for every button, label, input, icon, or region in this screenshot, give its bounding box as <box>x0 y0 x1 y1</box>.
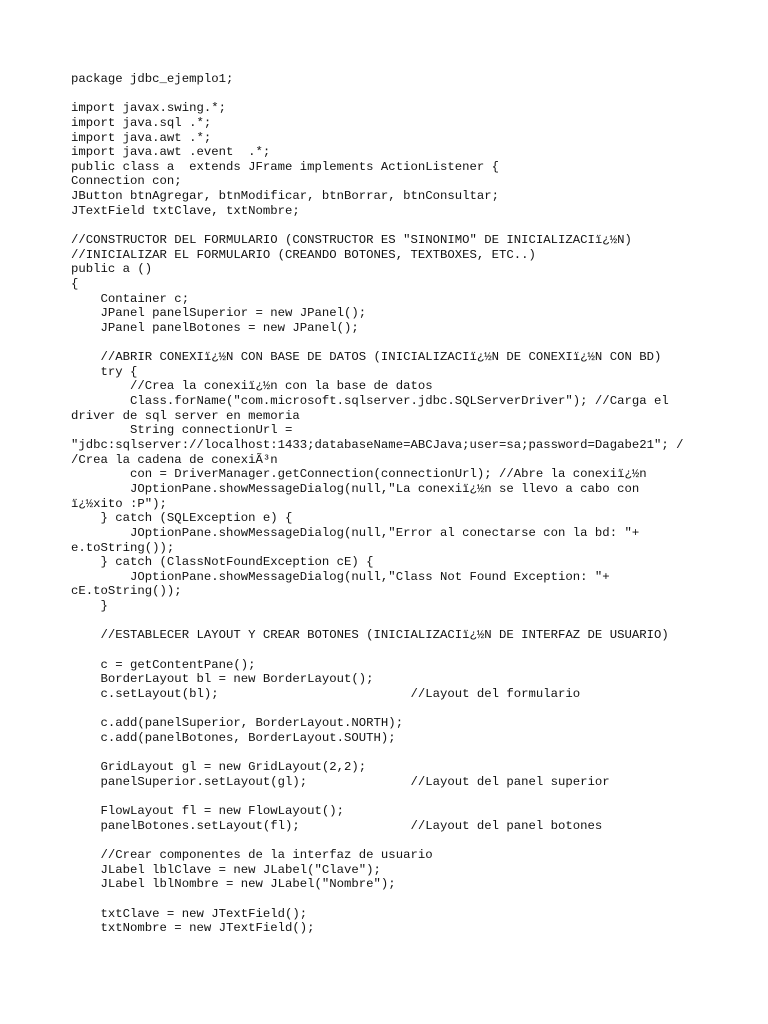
code-line: panelSuperior.setLayout(gl); //Layout del panel superior <box>71 774 610 789</box>
code-line: c.add(panelBotones, BorderLayout.SOUTH); <box>71 730 396 745</box>
blank-line <box>71 614 761 629</box>
code-line: c.add(panelSuperior, BorderLayout.NORTH); <box>71 716 404 731</box>
code-line: import java.awt .*; <box>71 130 212 145</box>
code-line: GridLayout gl = new GridLayout(2,2); <box>71 760 367 775</box>
code-line: Container c; <box>71 291 190 306</box>
code-listing <box>71 72 761 936</box>
code-line: JLabel lblClave = new JLabel("Clave"); <box>71 862 381 877</box>
code-line: JPanel panelBotones = new JPanel(); <box>71 320 359 335</box>
code-line: Connection con; <box>71 174 182 189</box>
code-line: import javax.swing.*; <box>71 101 226 116</box>
code-line: public a () <box>71 262 153 277</box>
code-line: //ESTABLECER LAYOUT Y CREAR BOTONES (INICIALIZACIï¿½N DE INTERFAZ DE USUARIO) <box>71 628 669 643</box>
code-line: cE.toString()); <box>71 584 182 599</box>
code-line: e.toString()); <box>71 540 175 555</box>
code-line: } catch (SQLException e) { <box>71 511 293 526</box>
blank-line <box>71 218 761 233</box>
code-line: ï¿½xito :P"); <box>71 496 167 511</box>
blank-line <box>71 745 761 760</box>
code-line: //Crear componentes de la interfaz de usuario <box>71 847 433 862</box>
blank-line <box>71 892 761 907</box>
code-line: BorderLayout bl = new BorderLayout(); <box>71 672 374 687</box>
code-line: c.setLayout(bl); //Layout del formulario <box>71 686 581 701</box>
code-line: public class a extends JFrame implements ActionListener { <box>71 159 500 174</box>
code-line: //ABRIR CONEXIï¿½N CON BASE DE DATOS (INICIALIZACIï¿½N DE CONEXIï¿½N CON BD) <box>71 350 662 365</box>
code-line: //INICIALIZAR EL FORMULARIO (CREANDO BOTONES, TEXTBOXES, ETC..) <box>71 247 536 262</box>
code-line: txtNombre = new JTextField(); <box>71 921 315 936</box>
code-line: { <box>71 276 79 291</box>
blank-line <box>71 643 761 658</box>
code-line: JButton btnAgregar, btnModificar, btnBorrar, btnConsultar; <box>71 189 500 204</box>
code-line: "jdbc:sqlserver://localhost:1433;databaseName=ABCJava;user=sa;password=Dagabe21"; / <box>71 438 684 453</box>
blank-line <box>71 702 761 717</box>
code-line: //CONSTRUCTOR DEL FORMULARIO (CONSTRUCTOR ES "SINONIMO" DE INICIALIZACIï¿½N) <box>71 233 632 248</box>
code-line: //Crea la conexiï¿½n con la base de datos <box>71 379 433 394</box>
code-line: JLabel lblNombre = new JLabel("Nombre"); <box>71 877 396 892</box>
code-line: driver de sql server en memoria <box>71 408 300 423</box>
blank-line <box>71 833 761 848</box>
code-line: JOptionPane.showMessageDialog(null,"La conexiï¿½n se llevo a cabo con <box>71 481 640 496</box>
code-line: con = DriverManager.getConnection(connectionUrl); //Abre la conexiï¿½n <box>71 467 647 482</box>
code-line: import java.awt .event .*; <box>71 145 271 160</box>
code-line: JTextField txtClave, txtNombre; <box>71 203 300 218</box>
blank-line <box>71 336 761 351</box>
code-line: /Crea la cadena de conexiÃ³n <box>71 452 278 467</box>
code-line: c = getContentPane(); <box>71 657 256 672</box>
code-line: try { <box>71 364 138 379</box>
code-line: txtClave = new JTextField(); <box>71 906 308 921</box>
code-line: } <box>71 599 108 614</box>
blank-line <box>71 87 761 102</box>
code-line: } catch (ClassNotFoundException cE) { <box>71 555 374 570</box>
code-line: package jdbc_ejemplo1; <box>71 72 234 86</box>
code-line: import java.sql .*; <box>71 115 212 130</box>
code-line: JOptionPane.showMessageDialog(null,"Error al conectarse con la bd: "+ <box>71 525 640 540</box>
code-line: panelBotones.setLayout(fl); //Layout del panel botones <box>71 818 603 833</box>
code-line: Class.forName("com.microsoft.sqlserver.jdbc.SQLServerDriver"); //Carga el <box>71 394 669 409</box>
code-line: JOptionPane.showMessageDialog(null,"Class Not Found Exception: "+ <box>71 569 610 584</box>
code-line: String connectionUrl = <box>71 423 293 438</box>
code-line: FlowLayout fl = new FlowLayout(); <box>71 804 345 819</box>
blank-line <box>71 789 761 804</box>
code-line: JPanel panelSuperior = new JPanel(); <box>71 306 367 321</box>
